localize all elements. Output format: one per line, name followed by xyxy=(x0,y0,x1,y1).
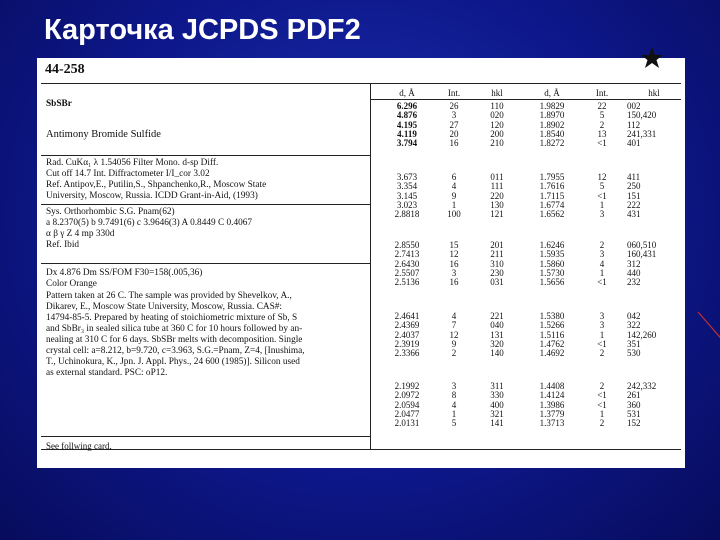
slide-title: Карточка JCPDS PDF2 xyxy=(44,14,361,46)
column-divider xyxy=(370,83,371,450)
group-5-h2: 242,332 261 360 531 152 xyxy=(627,381,657,429)
header-d-spacing-2: d, Å xyxy=(544,88,560,98)
group-1-h2: 002 150,420 112 241,331 401 xyxy=(627,101,657,149)
header-divider xyxy=(41,83,681,84)
comment-line-5: nealing at 310 C for 6 days. SbSBr melts with decomposition. Single xyxy=(46,335,303,345)
color: Color Orange xyxy=(46,279,97,289)
group-5-d2: 1.4408 1.4124 1.3986 1.3779 1.3713 xyxy=(539,381,565,429)
chemical-formula: SbSBr xyxy=(46,99,72,109)
comment-line-6: crystal cell: a=8.212, b=9.720, c=3.963, S.G.=Pnam, Z=4, [Inushima, xyxy=(46,346,305,356)
crystal-system: Sys. Orthorhombic S.G. Pnam(62) xyxy=(46,207,175,217)
reference-line-1: Ref. Antipov,E., Putilin,S., Shpanchenko,R., Moscow State xyxy=(46,180,267,190)
header-hkl-1: hkl xyxy=(491,88,503,98)
lattice-parameters: a 8.2370(5) b 9.7491(6) c 3.9646(3) A 0.8449 C 0.4067 xyxy=(46,218,253,228)
footer-note: See follwing card. xyxy=(46,441,112,451)
decorative-line xyxy=(698,310,720,346)
density-fom: Dx 4.876 Dm SS/FOM F30=158(.005,36) xyxy=(46,268,203,278)
group-3-i1: 15 12 16 3 16 xyxy=(449,240,459,288)
angles-and-z: α β γ Z 4 mp 330d xyxy=(46,229,115,239)
header-hkl-2: hkl xyxy=(648,88,660,98)
group-3-h2: 060,510 160,431 312 440 232 xyxy=(627,240,657,288)
group-4-d1: 2.4641 2.4369 2.4037 2.3919 2.3366 xyxy=(394,311,420,359)
crystal-reference: Ref. Ibid xyxy=(46,240,80,250)
group-1-d2: 1.9829 1.8970 1.8902 1.8540 1.8272 xyxy=(539,101,565,149)
comment-line-8: as external standard. PSC: oP12. xyxy=(46,368,168,378)
group-5-i2: 2 <1 <1 1 2 xyxy=(597,381,607,429)
group-4-h1: 221 040 131 320 140 xyxy=(490,311,504,359)
group-4-i2: 3 3 1 <1 2 xyxy=(597,311,607,359)
jcpds-card xyxy=(37,58,685,468)
star-icon xyxy=(640,46,664,70)
footer-divider xyxy=(41,436,371,437)
group-2-h1: 011 111 220 130 121 xyxy=(490,172,504,220)
compound-name: Antimony Bromide Sulfide xyxy=(46,129,161,140)
section-divider-2 xyxy=(41,204,371,205)
section-divider-1 xyxy=(41,155,371,156)
group-4-i1: 4 7 12 9 2 xyxy=(449,311,459,359)
group-2-h2: 411 250 151 222 431 xyxy=(627,172,641,220)
radiation-line-1: Rad. CuKα₁ λ 1.54056 Filter Mono. d-sp Diff. xyxy=(46,158,219,168)
group-1-i2: 22 5 2 13 <1 xyxy=(597,101,607,149)
comment-line-1: Pattern taken at 26 C. The sample was provided by Shevelkov, A., xyxy=(46,291,292,301)
group-3-h1: 201 211 310 230 031 xyxy=(490,240,504,288)
group-2-i2: 12 5 <1 1 3 xyxy=(597,172,607,220)
comment-line-4: and SbBr₃ in sealed silica tube at 360 C for 10 hours followed by an- xyxy=(46,324,303,334)
section-divider-3 xyxy=(41,263,371,264)
group-5-i1: 3 8 4 1 5 xyxy=(451,381,457,429)
table-header-divider xyxy=(371,99,681,100)
group-1-i1: 26 3 27 20 16 xyxy=(449,101,459,149)
group-5-h1: 311 330 400 321 141 xyxy=(490,381,504,429)
group-1-d1: 6.296 4.876 4.195 4.119 3.794 xyxy=(396,101,418,149)
group-4-d2: 1.5380 1.5266 1.5116 1.4762 1.4692 xyxy=(539,311,565,359)
reference-line-2: University, Moscow, Russia. ICDD Grant-in-Aid, (1993) xyxy=(46,191,258,201)
comment-line-2: Dikarev, E., Moscow State University, Moscow, Russia. CAS#: xyxy=(46,302,283,312)
group-2-d2: 1.7955 1.7616 1.7115 1.6774 1.6562 xyxy=(539,172,565,220)
header-intensity-1: Int. xyxy=(447,88,461,98)
header-d-spacing-1: d, Å xyxy=(399,88,415,98)
group-5-d1: 2.1992 2.0972 2.0594 2.0477 2.0131 xyxy=(394,381,420,429)
comment-line-3: 14794-85-5. Prepared by heating of stoichiometric mixture of Sb, S xyxy=(46,313,298,323)
group-3-d1: 2.8550 2.7413 2.6430 2.5507 2.5136 xyxy=(394,240,420,288)
card-number: 44-258 xyxy=(45,62,85,77)
group-2-i1: 6 4 9 1 100 xyxy=(447,172,461,220)
group-2-d1: 3.673 3.354 3.145 3.023 2.8818 xyxy=(394,172,420,220)
radiation-line-2: Cut off 14.7 Int. Diffractometer I/I_cor 3.02 xyxy=(46,169,210,179)
header-intensity-2: Int. xyxy=(595,88,609,98)
group-1-h1: 110 020 120 200 210 xyxy=(490,101,504,149)
group-3-i2: 2 3 4 1 <1 xyxy=(597,240,607,288)
group-4-h2: 042 322 142,260 351 530 xyxy=(627,311,657,359)
comment-line-7: T., Uchinokura, K., Jpn. J. Appl. Phys., 24 600 (1985)]. Silicon used xyxy=(46,357,300,367)
group-3-d2: 1.6246 1.5935 1.5860 1.5730 1.5656 xyxy=(539,240,565,288)
bottom-divider xyxy=(41,449,681,450)
